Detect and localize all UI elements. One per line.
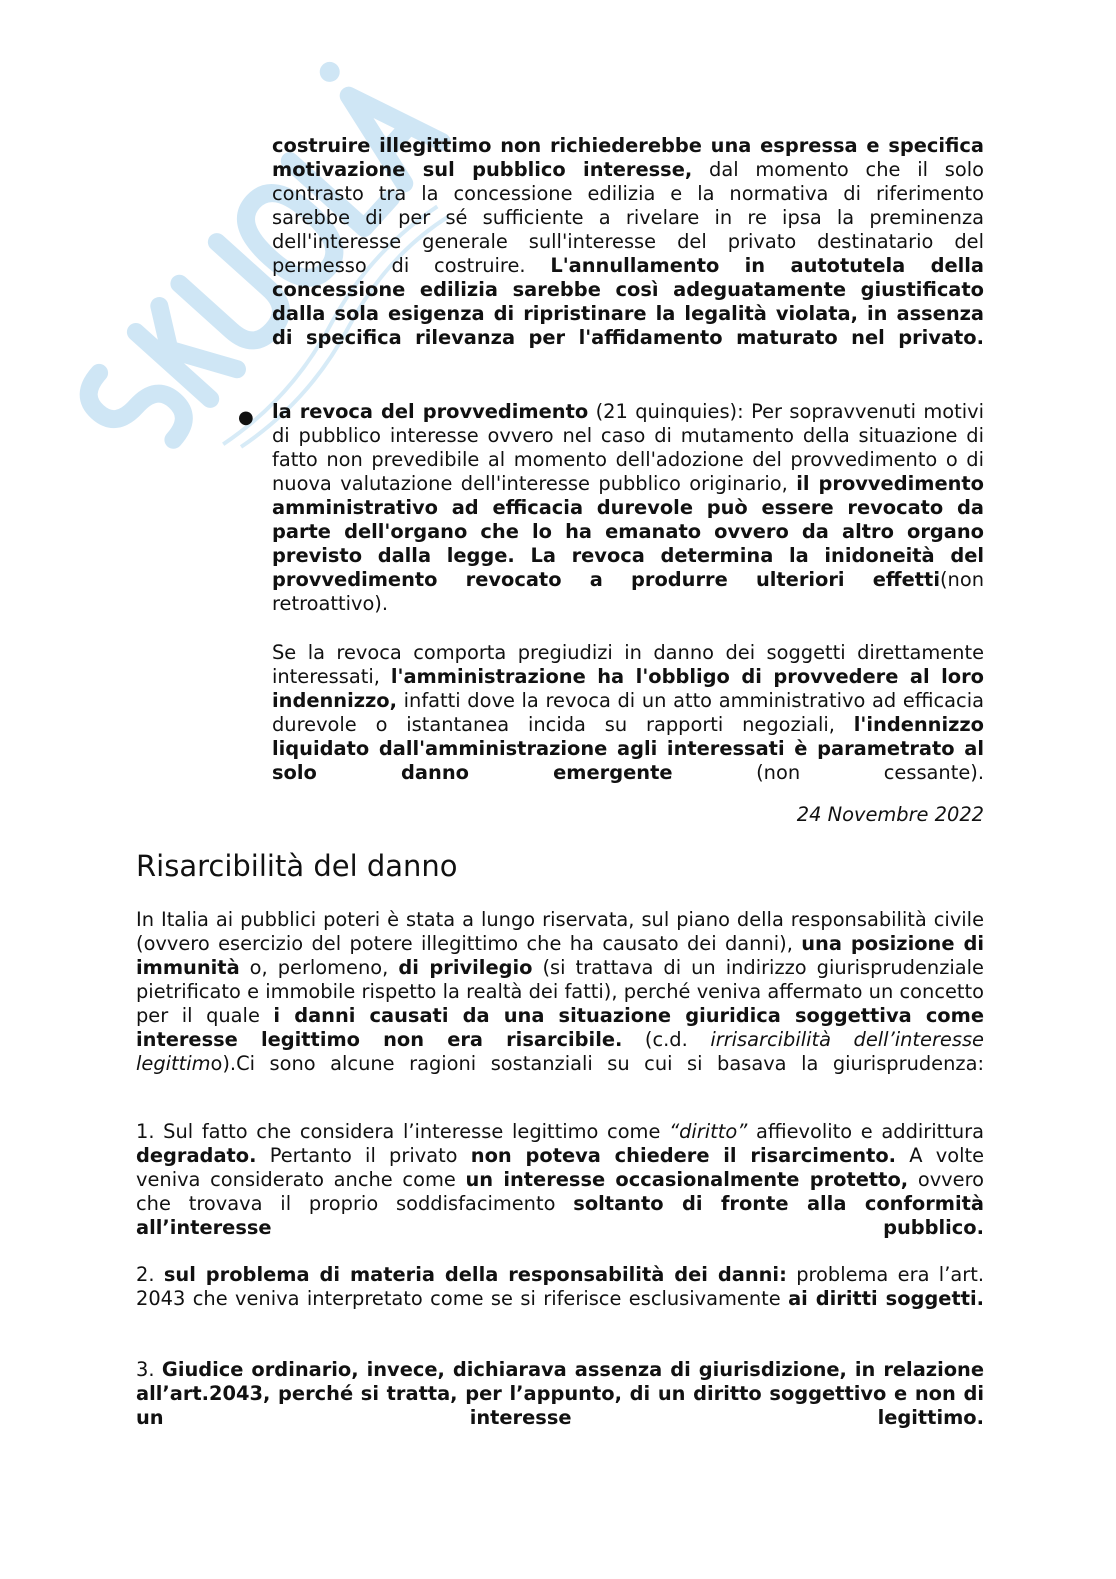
text-span: o).Ci sono alcune ragioni sostanziali su cui si basava la giurisprudenza: <box>210 1052 984 1075</box>
bold-span: il provvedimento amministrativo ad efficacia durevole può essere revocato da parte dell'organo che lo ha emanato ovvero da altro organo previsto dalla legge. La revoca determina la inidoneità del provvedimento revocato a produrre ulteriori effetti <box>272 472 984 591</box>
text-span: infatti dove la revoca di un atto amministrativo ad efficacia durevole o istantanea incida su rapporti negoziali, <box>272 689 984 736</box>
text-span: 3. <box>136 1358 162 1381</box>
text-span: 2. <box>136 1263 164 1286</box>
section-heading: Risarcibilità del danno <box>136 849 458 883</box>
text-span: Pertanto il privato <box>256 1144 471 1167</box>
bold-span: l'amministrazione ha l'obbligo di provvedere al loro indennizzo, <box>272 665 984 712</box>
text-span: Se la revoca comporta pregiudizi in danno dei soggetti direttamente interessati, <box>272 641 984 688</box>
bold-span: un interesse occasionalmente protetto, <box>465 1168 909 1191</box>
bold-span: non poteva chiedere il risarcimento. <box>470 1144 897 1167</box>
text-span: dal momento che il solo contrasto tra la concessione edilizia e la normativa di riferimento sarebbe di per sé sufficiente a rivelare in re ipsa la preminenza dell'interesse generale sull'interesse del privato destinatario del permesso di costruire. <box>272 158 984 277</box>
text-span: o, perlomeno, <box>239 956 399 979</box>
bold-span: una posizione di immunità <box>136 932 984 979</box>
paragraph-point-3 <box>136 1358 984 1454</box>
bold-span: ai diritti soggetti. <box>788 1287 985 1310</box>
text-span: A volte veniva considerato anche come <box>136 1144 984 1191</box>
text-span: ovvero che trovava il proprio soddisfacimento <box>136 1168 984 1215</box>
text-span: problema era l’art. 2043 che veniva interpretato come se si riferisce esclusivamente <box>136 1263 984 1310</box>
italic-span: irrisarcibilità dell’interesse legittim <box>136 1028 984 1075</box>
bold-span: soltanto di fronte alla conformità all’interesse pubblico. <box>136 1192 984 1239</box>
paragraph-point-1 <box>136 1120 984 1264</box>
bold-span: degradato. <box>136 1144 257 1167</box>
bold-span: Giudice ordinario, invece, dichiarava assenza di giurisdizione, in relazione all’art.2043, perché si tratta, per l’appunto, di un diritto soggettivo e non di un interesse legittimo. <box>136 1358 984 1429</box>
text-span: (21 quinquies): Per sopravvenuti motivi di pubblico interesse ovvero nel caso di mutamento della situazione di fatto non prevedibile al momento dell'adozione del provvedimento o di nuova valutazione dell'interesse pubblico originario, <box>272 400 984 495</box>
bullet-icon: ● <box>238 407 254 428</box>
bold-span: di privilegio <box>398 956 533 979</box>
bold-span: costruire illegittimo non richiederebbe una espressa e specifica motivazione sul pubblico interesse, <box>272 134 984 181</box>
lesson-date: 24 Novembre 2022 <box>796 803 984 826</box>
paragraph-point-2 <box>136 1263 984 1335</box>
paragraph-intro <box>136 908 984 1100</box>
text-span: 1. Sul fatto che considera l’interesse legittimo come <box>136 1120 670 1143</box>
text-span: affievolito e addirittura <box>747 1120 984 1143</box>
italic-span: “diritto” <box>669 1120 748 1143</box>
text-span: (c.d. <box>622 1028 711 1051</box>
bold-span: i danni causati da una situazione giuridica soggettiva come interesse legittimo non era risarcibile. <box>136 1004 984 1051</box>
watermark-dot <box>316 58 344 86</box>
text-span: (non retroattivo). <box>272 568 984 615</box>
paragraph-indennizzo <box>272 641 984 809</box>
text-span: (non cessante). <box>672 761 984 784</box>
list-item-revoca <box>272 400 984 640</box>
text-span: In Italia ai pubblici poteri è stata a lungo riservata, sul piano della responsabilità civile (ovvero esercizio del potere illegittimo che ha causato dei danni), <box>136 908 984 955</box>
bold-span: L'annullamento in autotutela della concessione edilizia sarebbe così adeguatamente giustificato dalla sola esigenza di ripristinare la legalità violata, in assenza di specifica rilevanza per l'affidamento maturato nel privato. <box>272 254 984 349</box>
bold-span: sul problema di materia della responsabilità dei danni: <box>163 1263 787 1286</box>
paragraph-annullamento <box>272 134 984 374</box>
text-span: (si trattava di un indirizzo giurisprudenziale pietrificato e immobile rispetto la realtà dei fatti), perché veniva affermato un concetto per il quale <box>136 956 984 1027</box>
bold-span: la revoca del provvedimento <box>272 400 589 423</box>
bold-span: l'indennizzo liquidato dall'amministrazione agli interessati è parametrato al solo danno emergente <box>272 713 984 784</box>
